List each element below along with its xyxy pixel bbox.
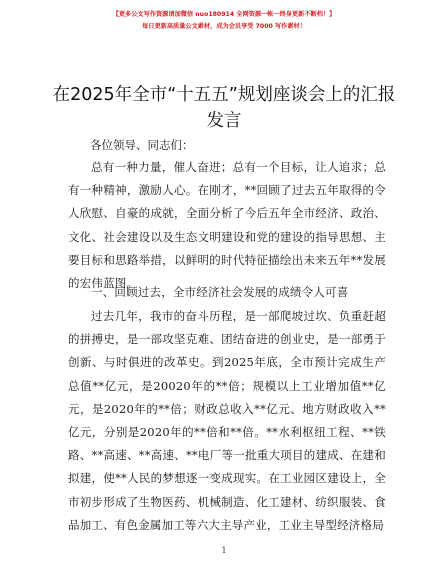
paragraph-review: 过去几年，我市的奋斗历程，是一部爬坡过坎、负重赶超的拼搏史，是一部攻坚克难、团结奋进的创业史，是一部勇于创新、与时俱进的改革史。到2025年底，全市预计完成生产总值**亿元，是20020年的**倍；规模以上工业增加值**亿元，是2020年的**倍；财政总收入**亿元、地方财政收入**亿元，分别是2020年的**倍和**倍。**水利枢纽工程、**铁路、**高速、**高速、**电厂等一批重大项目的建成、在建和拟建，使**人民的梦想逐一变成现实。在工业园区建设上，全市初步形成了生物医药、机械制造、化工建材、纺织服装、食品加工、有色金属加工等六大主导产业，工业主导型经济格局: [68, 309, 386, 532]
salutation: 各位领导、同志们：: [90, 138, 194, 152]
page-number: 1: [221, 546, 227, 555]
paragraph-intro: 总有一种力量，催人奋进；总有一个目标，让人追求；总有一种精神，激励人心。在刚才，**回顾了过去五年取得的令人欣慰、自豪的成就，全面分析了今后五年全市经济、政治、文化、社会建设以及生态文明建设和党的建设的指导思想、主要目标和思路举措，以鲜明的时代特征描绘出未来五年**发展的宏伟蓝图。: [68, 160, 386, 291]
promo-banner: [0, 9, 448, 33]
section-heading: 一、回顾过去，全市经济社会发展的成绩令人可喜: [91, 285, 349, 299]
banner-line-2: 每日更新高质量公文素材，成为会员享受 7000 写作素材！: [142, 23, 306, 30]
banner-line-1: 【更多公文写作资源请加微信 nuo180914 全网资源一帐一终身更新不断档！】: [112, 11, 336, 18]
document-title: 在2025年全市“十五五”规划座谈会上的汇报发言: [52, 85, 396, 131]
